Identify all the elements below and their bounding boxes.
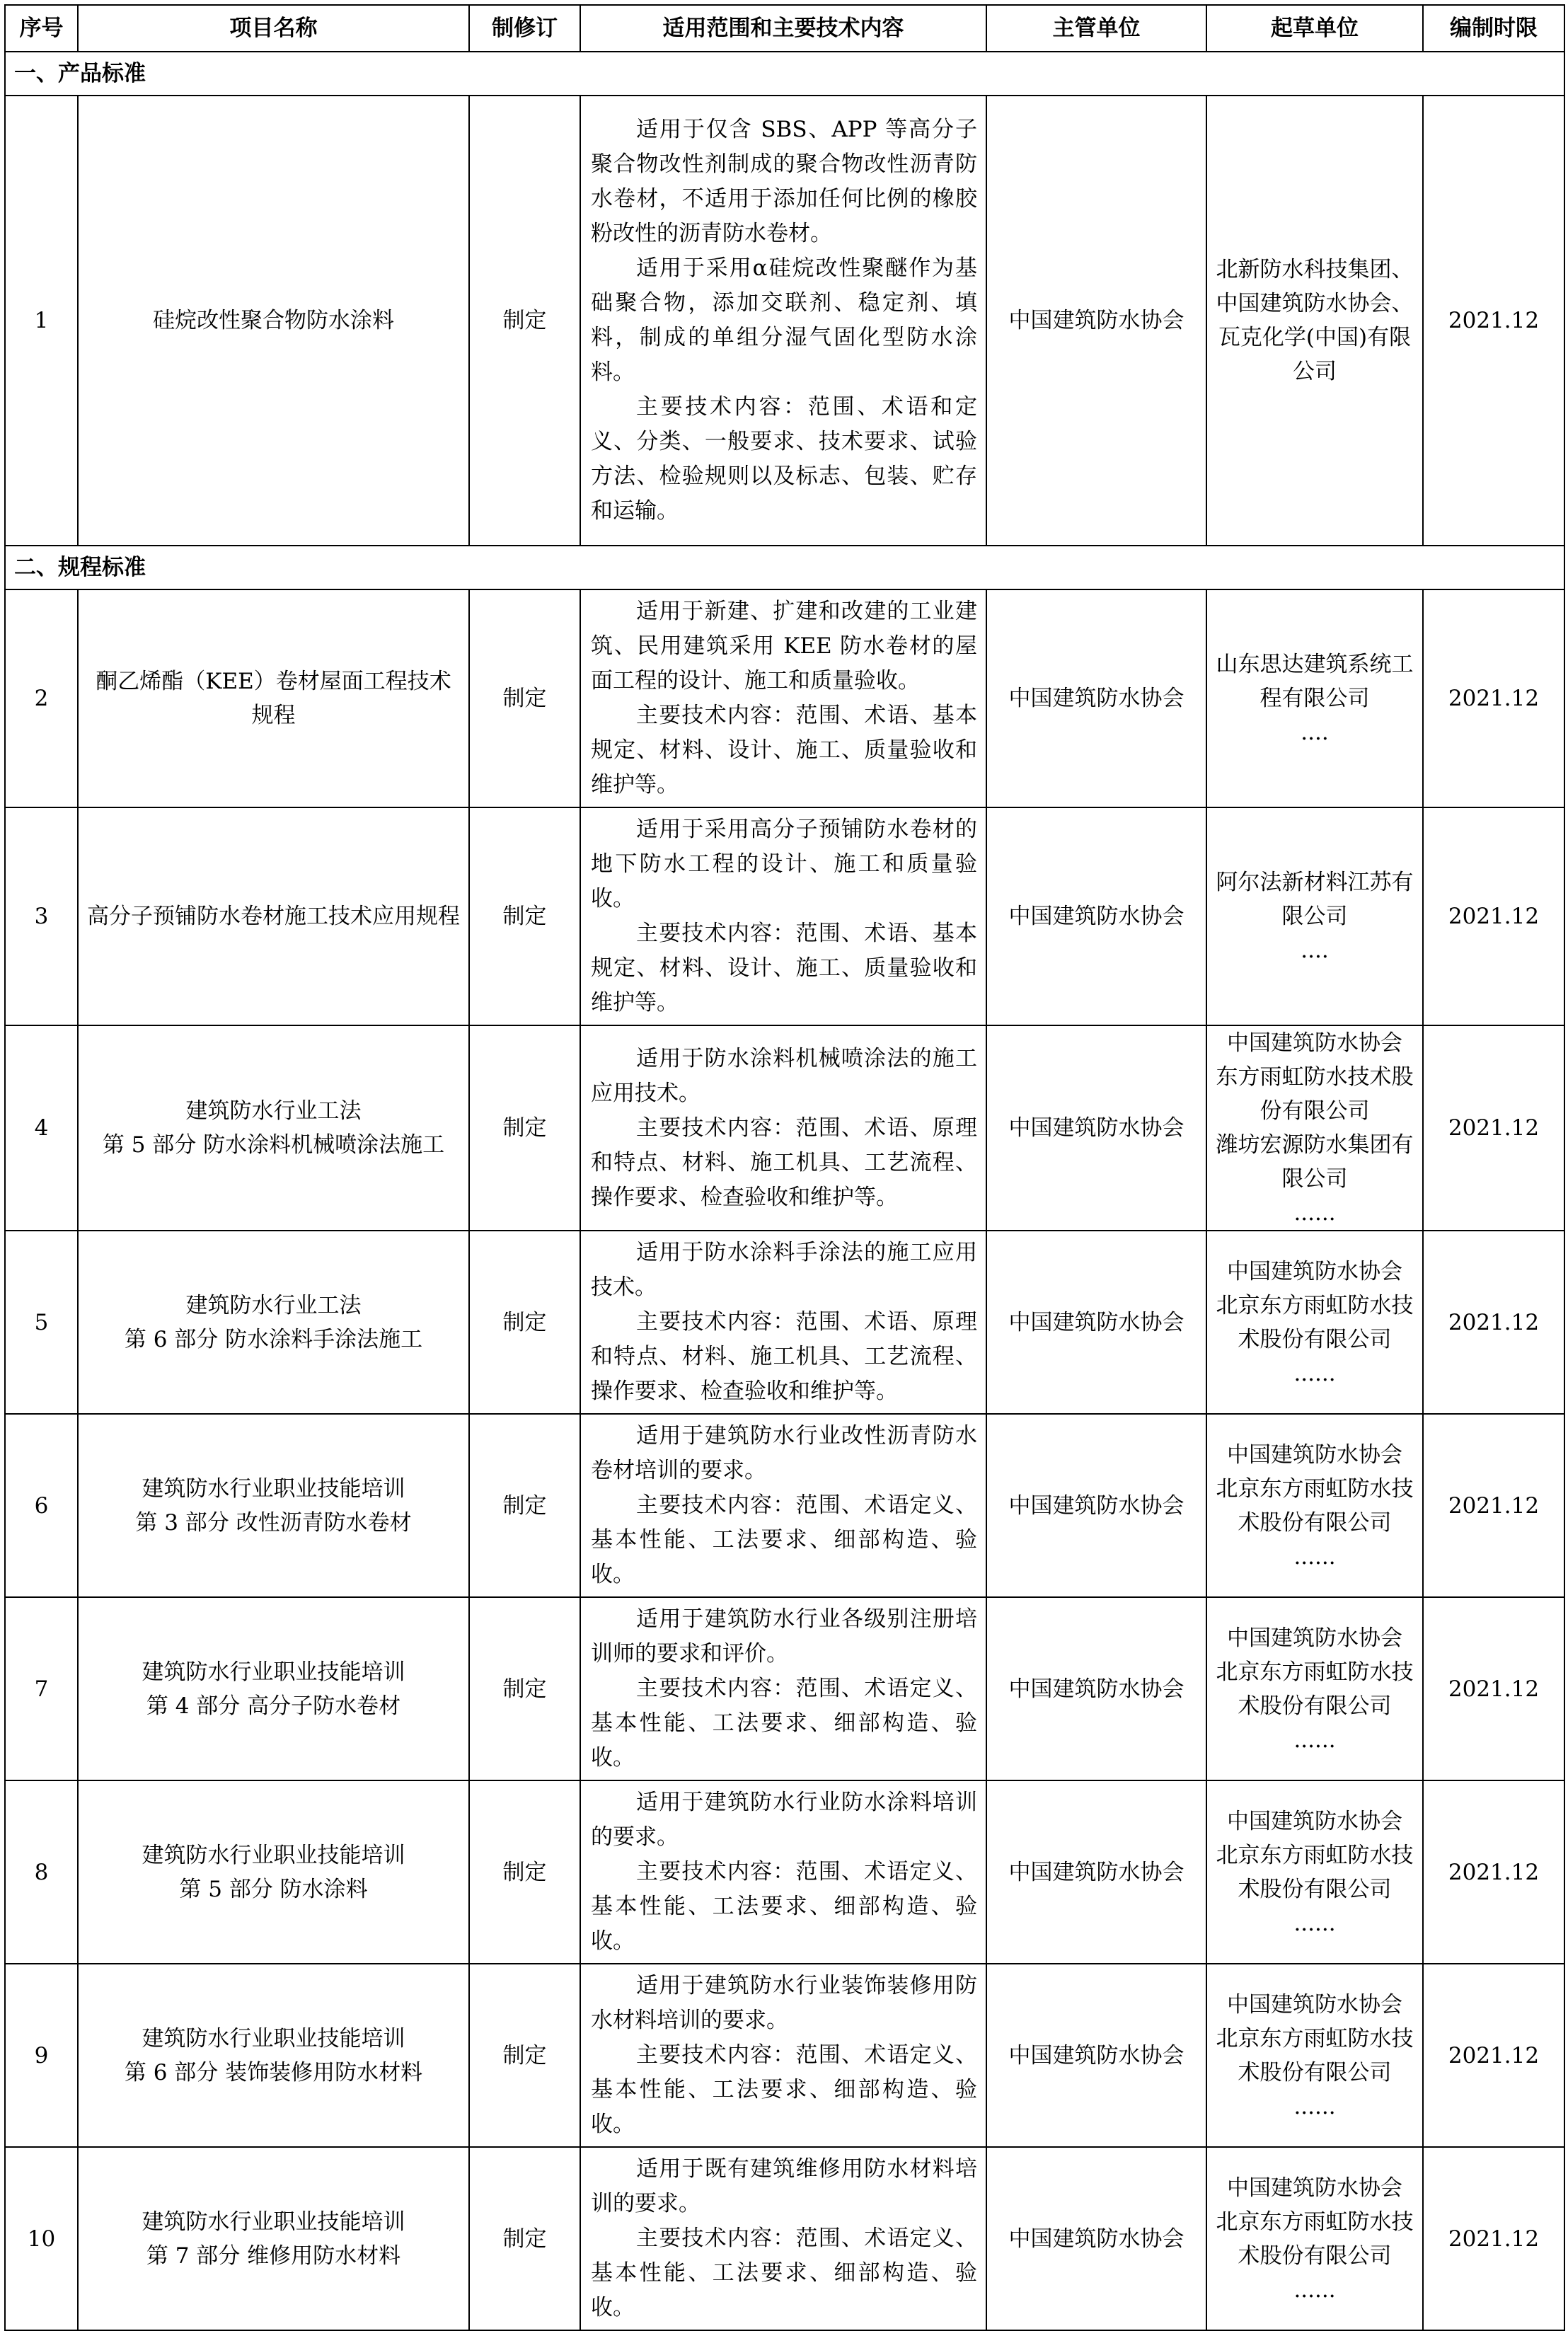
row-drafter [1206,96,1423,546]
row-type: 制定 [469,1414,580,1597]
row-type: 制定 [469,1780,580,1964]
row-scope [580,96,986,546]
table-row [5,96,1564,546]
drafter-line: 北京东方雨虹防水技术股份有限公司 [1216,1659,1414,1719]
row-name [78,1964,469,2147]
row-type: 制定 [469,2147,580,2330]
row-name-line: 酮乙烯酯（KEE）卷材屋面工程技术规程 [96,669,451,728]
row-drafter [1206,1780,1423,1964]
row-drafter [1206,589,1423,807]
scope-paragraph: 适用于建筑防水行业装饰装修用防水材料培训的要求。 [591,1973,977,2033]
row-drafter [1206,1025,1423,1231]
scope-paragraph: 主要技术内容：范围、术语定义、基本性能、工法要求、细部构造、验收。 [591,1492,977,1587]
table-row [5,1414,1564,1597]
header-deadline: 编制时限 [1423,5,1564,52]
row-type: 制定 [469,1964,580,2147]
row-name-line: 硅烷改性聚合物防水涂料 [153,308,394,333]
row-name [78,1231,469,1414]
drafter-line: 北京东方雨虹防水技术股份有限公司 [1216,1842,1414,1902]
row-drafter [1206,2147,1423,2330]
scope-paragraph: 适用于新建、扩建和改建的工业建筑、民用建筑采用 KEE 防水卷材的屋面工程的设计、施工和质量验收。 [591,599,977,693]
row-name-line: 高分子预铺防水卷材施工技术应用规程 [87,904,460,929]
row-drafter [1206,1597,1423,1780]
header-type: 制修订 [469,5,580,52]
row-deadline: 2021.12 [1423,96,1564,546]
row-seq: 7 [5,1597,78,1780]
drafter-line: 中国建筑防水协会 [1227,1808,1402,1834]
row-name [78,2147,469,2330]
drafter-line: .... [1301,720,1329,745]
drafter-line: 阿尔法新材料江苏有限公司 [1216,870,1414,929]
table-row [5,1597,1564,1780]
scope-paragraph: 适用于建筑防水行业防水涂料培训的要求。 [591,1790,977,1850]
row-scope [580,1414,986,1597]
section-title: 二、规程标准 [5,546,1564,589]
row-deadline: 2021.12 [1423,807,1564,1025]
drafter-line: 北新防水科技集团、中国建筑防水协会、瓦克化学(中国)有限公司 [1216,257,1414,384]
header-name: 项目名称 [78,5,469,52]
row-name-line: 第 6 部分 装饰装修用防水材料 [124,2059,423,2085]
row-deadline: 2021.12 [1423,589,1564,807]
row-seq: 5 [5,1231,78,1414]
row-authority: 中国建筑防水协会 [986,1597,1206,1780]
row-type: 制定 [469,807,580,1025]
row-name-line: 建筑防水行业职业技能培训 [142,2209,405,2235]
scope-paragraph: 适用于防水涂料机械喷涂法的施工应用技术。 [591,1045,977,1106]
row-deadline: 2021.12 [1423,1414,1564,1597]
row-name [78,1025,469,1231]
row-deadline: 2021.12 [1423,2147,1564,2330]
section-title: 一、产品标准 [5,52,1564,96]
table-row [5,589,1564,807]
drafter-line: 潍坊宏源防水集团有限公司 [1216,1132,1414,1192]
scope-paragraph: 适用于建筑防水行业各级别注册培训师的要求和评价。 [591,1606,977,1667]
row-scope [580,1231,986,1414]
row-scope [580,1964,986,2147]
drafter-line: 中国建筑防水协会 [1227,1030,1402,1056]
row-authority: 中国建筑防水协会 [986,1964,1206,2147]
scope-paragraph: 主要技术内容：范围、术语、原理和特点、材料、施工机具、工艺流程、操作要求、检查验收和维护等。 [591,1115,977,1210]
scope-paragraph: 适用于采用α硅烷改性聚醚作为基础聚合物，添加交联剂、稳定剂、填料，制成的单组分湿气固化型防水涂料。 [591,255,977,385]
row-drafter [1206,1414,1423,1597]
row-name-line: 第 5 部分 防水涂料 [179,1876,368,1902]
row-seq: 6 [5,1414,78,1597]
table-row [5,1780,1564,1964]
drafter-line: ...... [1293,2093,1336,2119]
row-seq: 8 [5,1780,78,1964]
row-drafter [1206,1231,1423,1414]
table-row [5,807,1564,1025]
scope-paragraph: 适用于采用高分子预铺防水卷材的地下防水工程的设计、施工和质量验收。 [591,817,977,911]
drafter-line: 东方雨虹防水技术股份有限公司 [1216,1064,1414,1124]
row-name-line: 建筑防水行业职业技能培训 [142,2025,405,2051]
row-drafter [1206,1964,1423,2147]
row-seq: 1 [5,96,78,546]
table-body [5,52,1564,2330]
drafter-line: 北京东方雨虹防水技术股份有限公司 [1216,2025,1414,2085]
row-authority: 中国建筑防水协会 [986,1414,1206,1597]
row-scope [580,589,986,807]
scope-paragraph: 主要技术内容：范围、术语、基本规定、材料、设计、施工、质量验收和维护等。 [591,703,977,798]
drafter-line: 北京东方雨虹防水技术股份有限公司 [1216,1292,1414,1352]
row-seq: 10 [5,2147,78,2330]
row-name-line: 建筑防水行业工法 [185,1292,362,1318]
row-scope [580,807,986,1025]
row-type: 制定 [469,1025,580,1231]
scope-paragraph: 适用于仅含 SBS、APP 等高分子聚合物改性剂制成的聚合物改性沥青防水卷材，不适用于添加任何比例的橡胶粉改性的沥青防水卷材。 [591,117,977,246]
header-scope: 适用范围和主要技术内容 [580,5,986,52]
drafter-line: 中国建筑防水协会 [1227,1625,1402,1651]
drafter-line: ...... [1293,1360,1336,1386]
row-type: 制定 [469,1597,580,1780]
row-deadline: 2021.12 [1423,1025,1564,1231]
table-row [5,1025,1564,1231]
section-row [5,52,1564,96]
row-name-line: 建筑防水行业工法 [185,1098,362,1124]
row-type: 制定 [469,1231,580,1414]
scope-paragraph: 适用于建筑防水行业改性沥青防水卷材培训的要求。 [591,1423,977,1483]
drafter-line: ...... [1293,1543,1336,1570]
row-name-line: 建筑防水行业职业技能培训 [142,1475,405,1502]
row-name [78,807,469,1025]
row-name [78,589,469,807]
drafter-line: 山东思达建筑系统工程有限公司 [1216,652,1414,711]
drafter-line: 北京东方雨虹防水技术股份有限公司 [1216,2209,1414,2269]
table-row [5,1964,1564,2147]
row-authority: 中国建筑防水协会 [986,96,1206,546]
drafter-line: 中国建筑防水协会 [1227,1441,1402,1468]
row-authority: 中国建筑防水协会 [986,589,1206,807]
row-name-line: 第 3 部分 改性沥青防水卷材 [135,1509,412,1536]
drafter-line: ...... [1293,2277,1336,2303]
drafter-line: 中国建筑防水协会 [1227,1991,1402,2018]
header-seq: 序号 [5,5,78,52]
scope-paragraph: 适用于防水涂料手涂法的施工应用技术。 [591,1240,977,1300]
row-name-line: 第 6 部分 防水涂料手涂法施工 [124,1326,423,1352]
row-name-line: 建筑防水行业职业技能培训 [142,1659,405,1685]
row-name-line: 建筑防水行业职业技能培训 [142,1842,405,1868]
scope-paragraph: 主要技术内容：范围、术语、基本规定、材料、设计、施工、质量验收和维护等。 [591,921,977,1015]
drafter-line: 中国建筑防水协会 [1227,2175,1402,2201]
scope-paragraph: 主要技术内容：范围、术语、原理和特点、材料、施工机具、工艺流程、操作要求、检查验收和维护等。 [591,1309,977,1404]
drafter-line: ...... [1293,1910,1336,1936]
table-row [5,2147,1564,2330]
drafter-line: ...... [1293,1200,1336,1226]
row-type: 制定 [469,96,580,546]
row-scope [580,1780,986,1964]
scope-paragraph: 主要技术内容：范围、术语定义、基本性能、工法要求、细部构造、验收。 [591,2226,977,2320]
row-scope [580,1025,986,1231]
row-deadline: 2021.12 [1423,1231,1564,1414]
drafter-line: 中国建筑防水协会 [1227,1258,1402,1284]
row-name [78,96,469,546]
row-name [78,1597,469,1780]
row-deadline: 2021.12 [1423,1964,1564,2147]
row-authority: 中国建筑防水协会 [986,1231,1206,1414]
scope-paragraph: 主要技术内容：范围、术语定义、基本性能、工法要求、细部构造、验收。 [591,1676,977,1771]
row-name [78,1780,469,1964]
scope-paragraph: 主要技术内容：范围、术语定义、基本性能、工法要求、细部构造、验收。 [591,2042,977,2137]
row-name-line: 第 4 部分 高分子防水卷材 [146,1693,401,1719]
row-authority: 中国建筑防水协会 [986,1025,1206,1231]
row-authority: 中国建筑防水协会 [986,2147,1206,2330]
header-authority: 主管单位 [986,5,1206,52]
row-seq: 2 [5,589,78,807]
row-authority: 中国建筑防水协会 [986,807,1206,1025]
row-seq: 9 [5,1964,78,2147]
drafter-line: 北京东方雨虹防水技术股份有限公司 [1216,1475,1414,1536]
row-deadline: 2021.12 [1423,1780,1564,1964]
row-type: 制定 [469,589,580,807]
scope-paragraph: 主要技术内容：范围、术语和定义、分类、一般要求、技术要求、试验方法、检验规则以及标志、包装、贮存和运输。 [591,394,977,524]
drafter-line: ...... [1293,1727,1336,1753]
row-seq: 3 [5,807,78,1025]
row-name-line: 第 7 部分 维修用防水材料 [146,2243,401,2269]
row-authority: 中国建筑防水协会 [986,1780,1206,1964]
row-name [78,1414,469,1597]
header-drafter: 起草单位 [1206,5,1423,52]
row-drafter [1206,807,1423,1025]
scope-paragraph: 主要技术内容：范围、术语定义、基本性能、工法要求、细部构造、验收。 [591,1859,977,1954]
row-scope [580,1597,986,1780]
section-row [5,546,1564,589]
row-seq: 4 [5,1025,78,1231]
row-deadline: 2021.12 [1423,1597,1564,1780]
standards-table [4,4,1565,2331]
row-scope [580,2147,986,2330]
header-row [5,5,1564,52]
scope-paragraph: 适用于既有建筑维修用防水材料培训的要求。 [591,2156,977,2216]
table-row [5,1231,1564,1414]
drafter-line: .... [1301,938,1329,963]
row-name-line: 第 5 部分 防水涂料机械喷涂法施工 [102,1132,445,1158]
